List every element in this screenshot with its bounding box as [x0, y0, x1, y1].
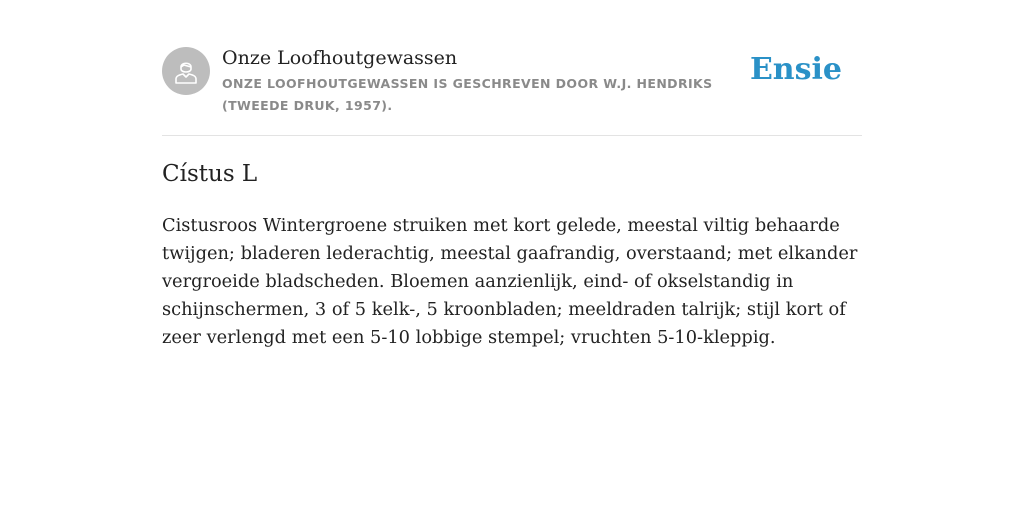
ensie-logo[interactable]: Ensie — [749, 52, 842, 87]
entry-title: Cístus L — [162, 161, 258, 187]
source-info — [222, 45, 752, 117]
source-description: ONZE LOOFHOUTGEWASSEN IS GESCHREVEN DOOR W.J. HENDRIKS (TWEEDE DRUK, 1957). — [222, 76, 713, 113]
person-outline-icon — [171, 56, 201, 86]
header-divider — [162, 135, 862, 136]
source-header — [162, 45, 862, 135]
source-title[interactable]: Onze Loofhoutgewassen — [222, 47, 458, 69]
entry-text: Cistusroos Wintergroene struiken met kort gelede, meestal viltig behaarde twijgen; bladeren lederachtig, meestal gaafrandig, overstaand; met elkander vergroeide bladscheden. Bloemen aanzienlijk, eind- of okselstandig in schijnschermen, 3 of 5 kelk-, 5 kroonbladen; meeldraden talrijk; stijl kort of zeer verlengd met een 5-10 lobbige stempel; vruchten 5-10-kleppig. — [162, 215, 858, 348]
source-avatar[interactable] — [162, 47, 210, 95]
